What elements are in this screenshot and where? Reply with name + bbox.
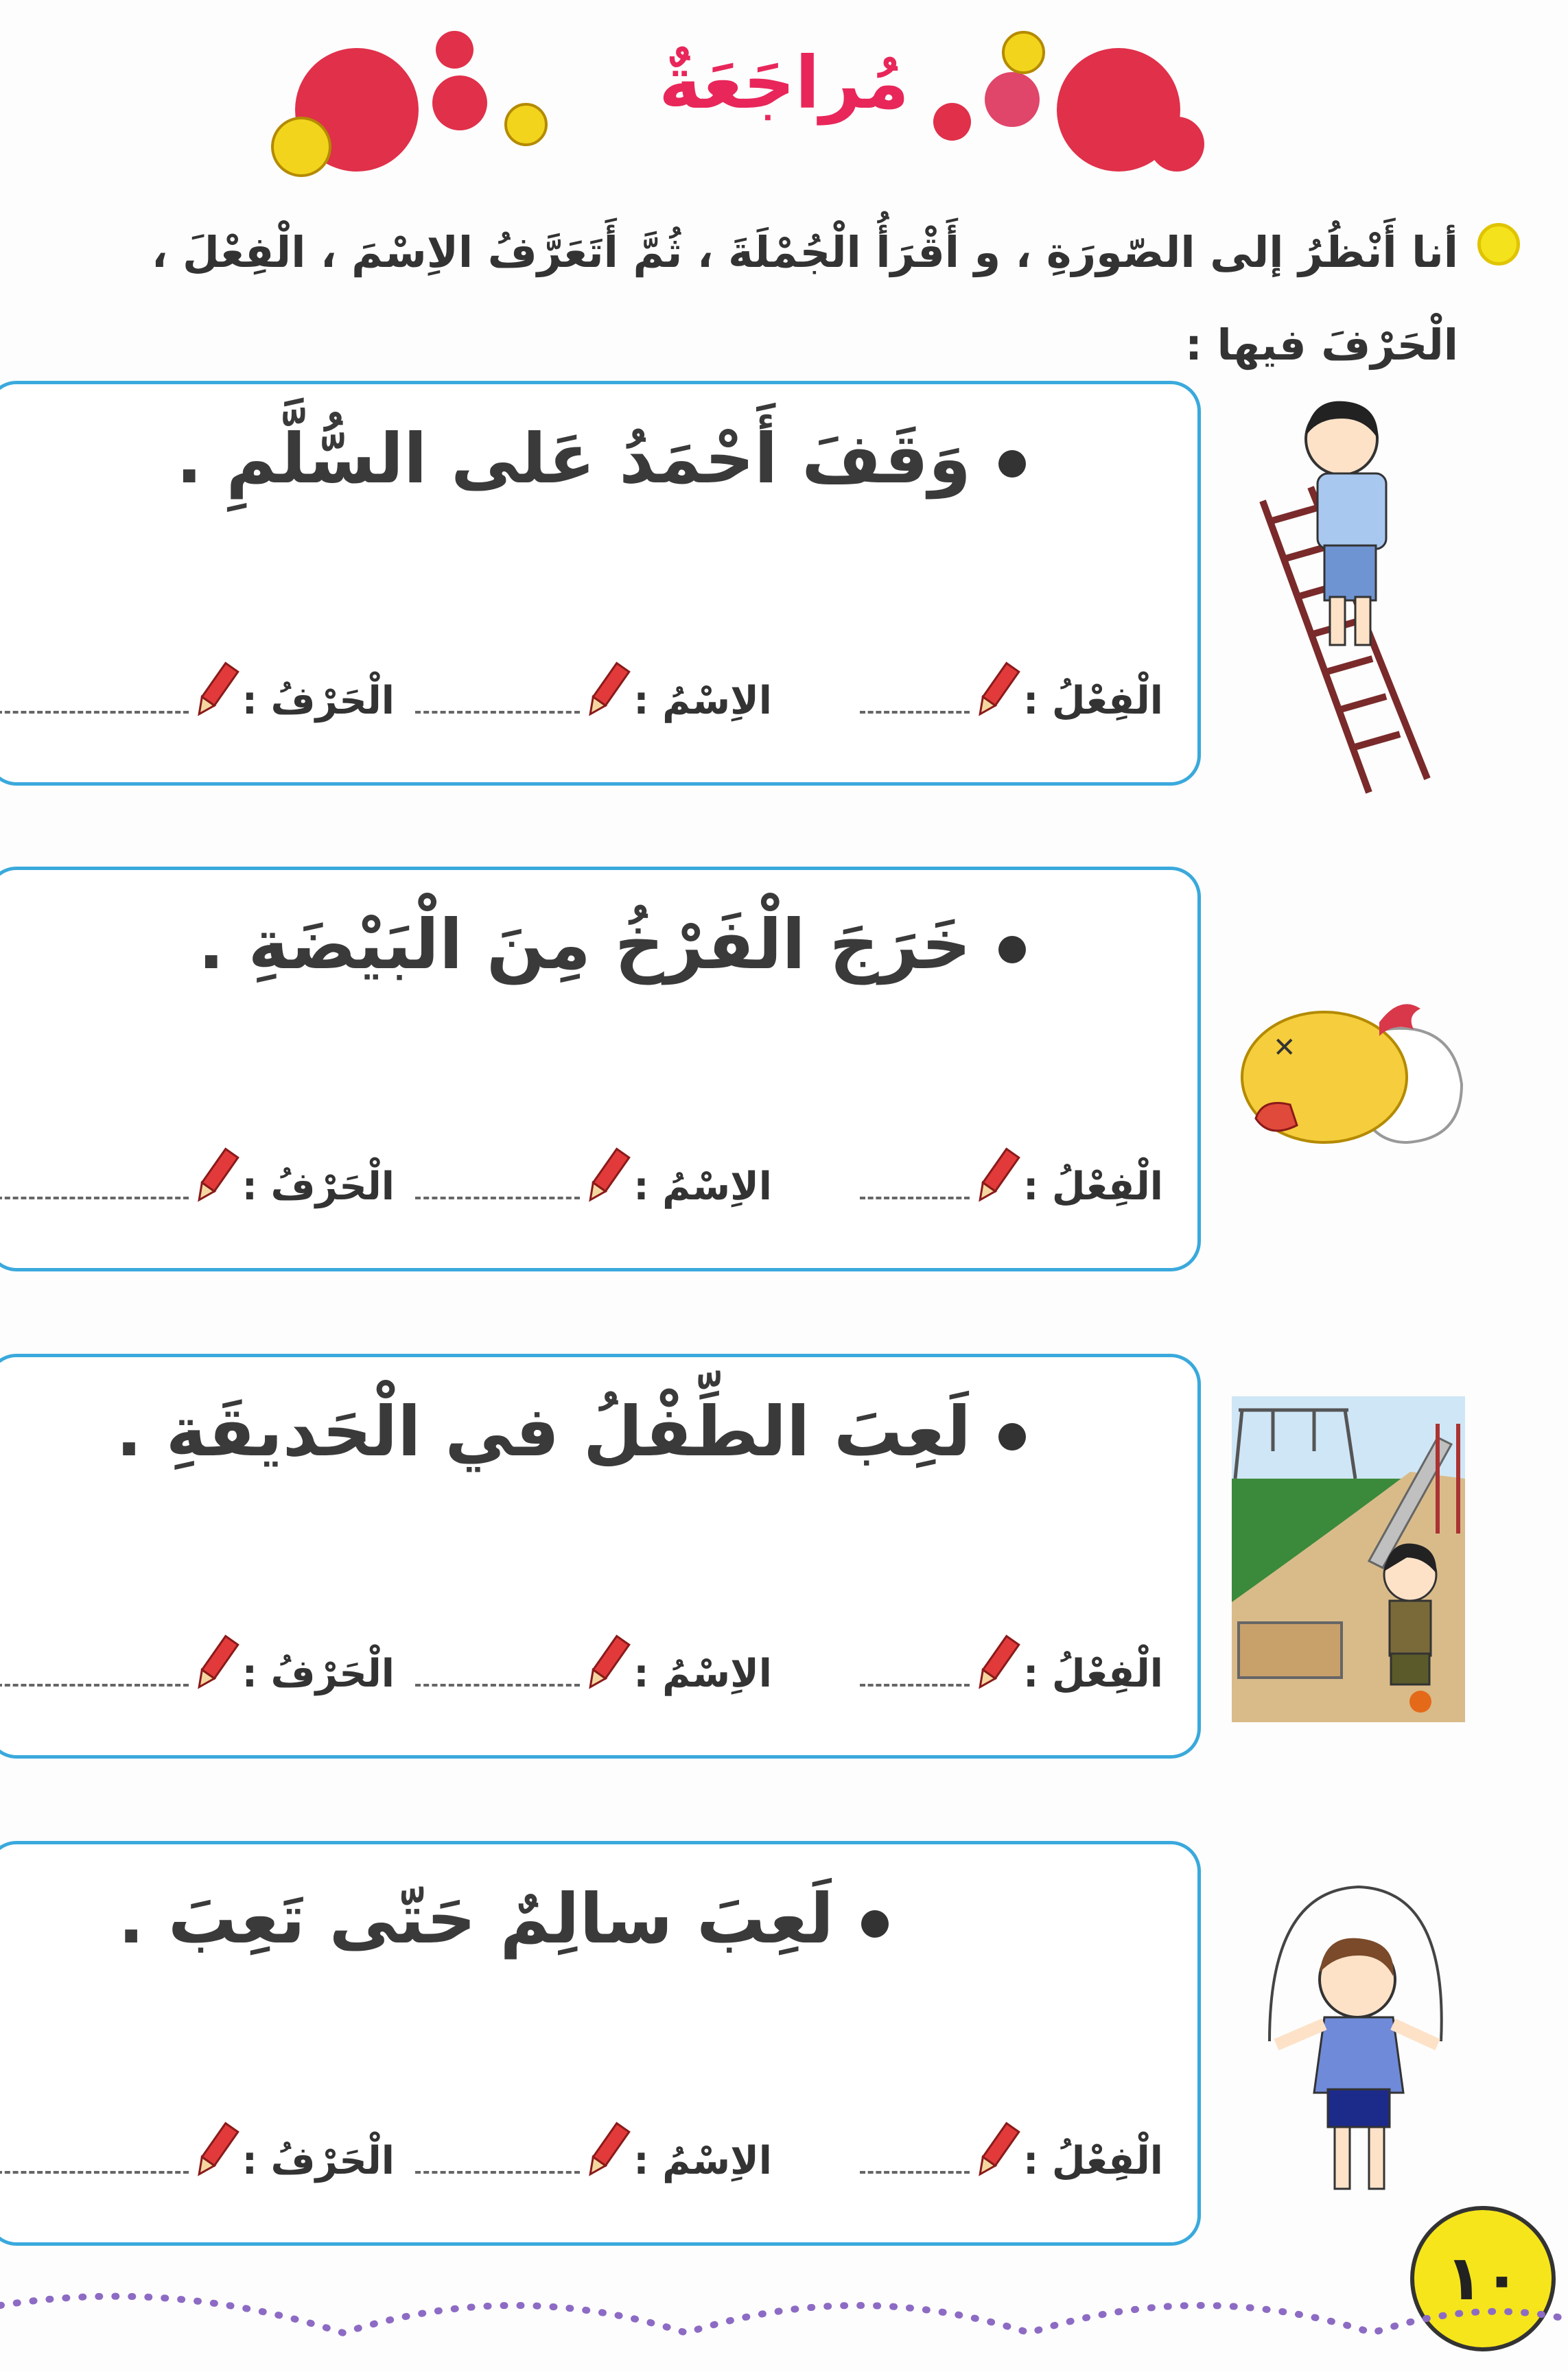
pencil-icon xyxy=(191,2119,239,2183)
particle-label: الْحَرْفُ : xyxy=(242,1164,395,1209)
dotted-border xyxy=(0,2292,1568,2372)
verb-label: الْفِعْلُ : xyxy=(1022,679,1163,723)
bullet-icon xyxy=(1477,223,1520,266)
bullet-icon xyxy=(998,450,1026,478)
pencil-icon xyxy=(191,659,239,723)
noun-label: الاِسْمُ : xyxy=(633,1164,772,1209)
pencil-icon xyxy=(191,1144,239,1209)
verb-label: الْفِعْلُ : xyxy=(1022,1652,1163,1696)
exercise-sentence: وَقَفَ أَحْمَدُ عَلى السُّلَّمِ . xyxy=(176,419,1026,499)
noun-label: الاِسْمُ : xyxy=(633,2139,772,2183)
chick-egg-illustration xyxy=(1208,981,1482,1153)
noun-field[interactable] xyxy=(415,2119,772,2183)
pencil-icon xyxy=(972,659,1020,723)
pencil-icon xyxy=(583,1144,631,1209)
particle-field[interactable] xyxy=(0,1144,395,1209)
exercise-sentence: خَرَجَ الْفَرْخُ مِنَ الْبَيْضَةِ . xyxy=(198,904,1026,985)
park-scene-illustration xyxy=(1232,1396,1465,1722)
pencil-icon xyxy=(583,659,631,723)
particle-field[interactable] xyxy=(0,659,395,723)
exercise-card xyxy=(0,867,1201,1271)
instruction-text: أنا أَنْظُرُ إلى الصّورَةِ ، و أَقْرَأُ الْجُمْلَةَ ، ثُمَّ أَتَعَرَّفُ الاِسْمَ ، الْفِعْلَ ، الْحَرْفَ فيها : xyxy=(151,227,1458,370)
pencil-icon xyxy=(972,2119,1020,2183)
boy-on-ladder-illustration xyxy=(1249,398,1455,796)
verb-field[interactable] xyxy=(860,1632,1163,1696)
noun-field[interactable] xyxy=(415,659,772,723)
bullet-icon xyxy=(861,1910,889,1938)
noun-field[interactable] xyxy=(415,1144,772,1209)
pencil-icon xyxy=(191,1632,239,1696)
noun-label: الاِسْمُ : xyxy=(633,1652,772,1696)
exercise-card xyxy=(0,1841,1201,2246)
particle-field[interactable] xyxy=(0,1632,395,1696)
page-number-badge: ١٠ xyxy=(1410,2206,1556,2351)
page-title: مُراجَعَةٌ xyxy=(659,41,909,125)
particle-label: الْحَرْفُ : xyxy=(242,679,395,723)
particle-field[interactable] xyxy=(0,2119,395,2183)
particle-label: الْحَرْفُ : xyxy=(242,1652,395,1696)
verb-field[interactable] xyxy=(860,1144,1163,1209)
noun-label: الاِسْمُ : xyxy=(633,679,772,723)
verb-label: الْفِعْلُ : xyxy=(1022,1164,1163,1209)
verb-field[interactable] xyxy=(860,2119,1163,2183)
pencil-icon xyxy=(972,1144,1020,1209)
pencil-icon xyxy=(583,1632,631,1696)
svg-text:✕: ✕ xyxy=(1273,1032,1296,1064)
bullet-icon xyxy=(998,1423,1026,1451)
noun-field[interactable] xyxy=(415,1632,772,1696)
exercise-sentence: لَعِبَ الطِّفْلُ في الْحَديقَةِ . xyxy=(116,1392,1026,1472)
bullet-icon xyxy=(998,936,1026,963)
pencil-icon xyxy=(972,1632,1020,1696)
verb-label: الْفِعْلُ : xyxy=(1022,2139,1163,2183)
pencil-icon xyxy=(583,2119,631,2183)
particle-label: الْحَرْفُ : xyxy=(242,2139,395,2183)
verb-field[interactable] xyxy=(860,659,1163,723)
exercise-sentence: لَعِبَ سالِمٌ حَتّى تَعِبَ . xyxy=(118,1879,889,1959)
exercise-card xyxy=(0,381,1201,786)
exercise-card xyxy=(0,1354,1201,1759)
boy-jumping-rope-illustration xyxy=(1256,1877,1462,2213)
